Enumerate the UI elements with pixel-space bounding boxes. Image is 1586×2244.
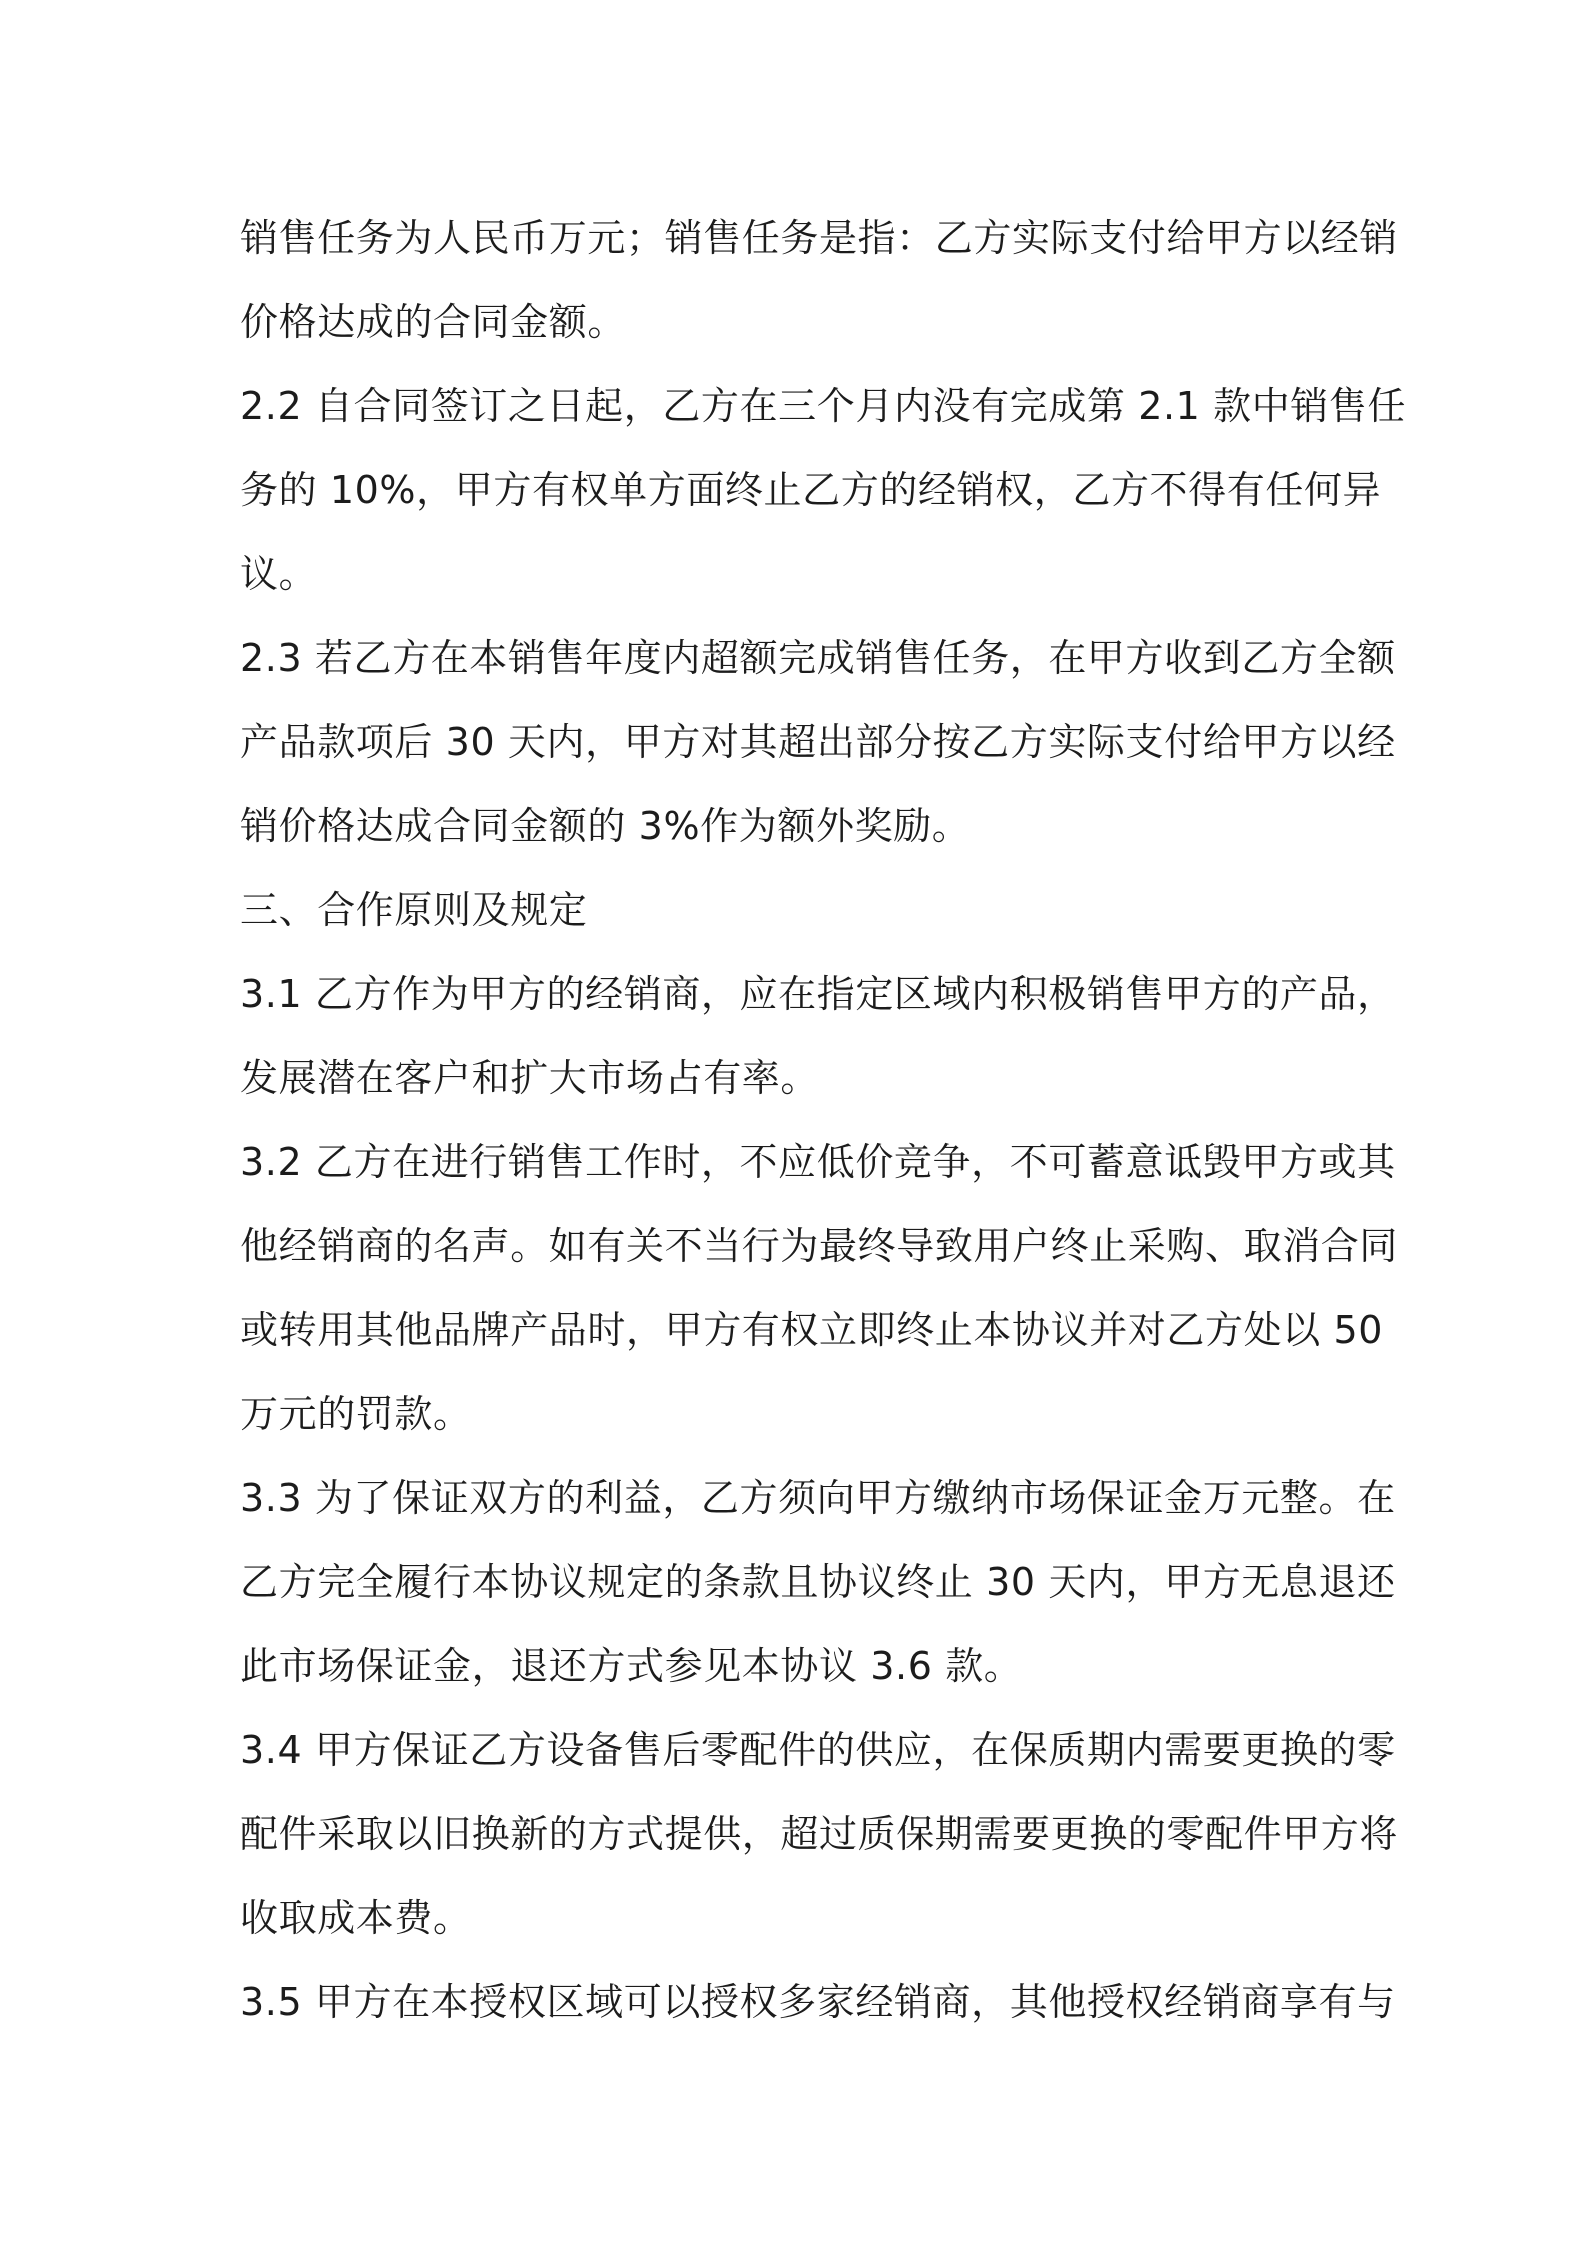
clause-3-1-line: 3.1 乙方作为甲方的经销商，应在指定区域内积极销售甲方的产品， [240,972,1396,1016]
text-line: 收取成本费。 [240,1896,472,1940]
contract-text-body [240,196,1407,2044]
clause-2-2-line: 2.2 自合同签订之日起，乙方在三个月内没有完成第 2.1 款中销售任 [240,384,1407,428]
text-line: 乙方完全履行本协议规定的条款且协议终止 30 天内，甲方无息退还 [240,1560,1396,1604]
text-line: 他经销商的名声。如有关不当行为最终导致用户终止采购、取消合同 [240,1224,1399,1268]
text-line: 产品款项后 30 天内，甲方对其超出部分按乙方实际支付给甲方以经 [240,720,1396,764]
text-line: 销价格达成合同金额的 3%作为额外奖励。 [240,804,971,848]
text-line: 发展潜在客户和扩大市场占有率。 [240,1056,820,1100]
clause-3-4-line: 3.4 甲方保证乙方设备售后零配件的供应，在保质期内需要更换的零 [240,1728,1396,1772]
text-line: 价格达成的合同金额。 [240,300,627,344]
clause-3-5-line: 3.5 甲方在本授权区域可以授权多家经销商，其他授权经销商享有与 [240,1980,1396,2024]
text-line: 此市场保证金，退还方式参见本协议 3.6 款。 [240,1644,1023,1688]
clause-3-3-line: 3.3 为了保证双方的利益，乙方须向甲方缴纳市场保证金万元整。在 [240,1476,1396,1520]
text-line: 配件采取以旧换新的方式提供，超过质保期需要更换的零配件甲方将 [240,1812,1399,1856]
text-line: 议。 [240,552,318,596]
section-heading: 三、合作原则及规定 [240,888,588,932]
text-line: 务的 10%，甲方有权单方面终止乙方的经销权，乙方不得有任何异 [240,468,1382,512]
clause-2-3-line: 2.3 若乙方在本销售年度内超额完成销售任务，在甲方收到乙方全额 [240,636,1396,680]
clause-3-2-line: 3.2 乙方在进行销售工作时，不应低价竞争，不可蓄意诋毁甲方或其 [240,1140,1396,1184]
text-line: 万元的罚款。 [240,1392,472,1436]
text-line: 销售任务为人民币万元；销售任务是指：乙方实际支付给甲方以经销 [240,216,1399,260]
text-line: 或转用其他品牌产品时，甲方有权立即终止本协议并对乙方处以 50 [240,1308,1384,1352]
